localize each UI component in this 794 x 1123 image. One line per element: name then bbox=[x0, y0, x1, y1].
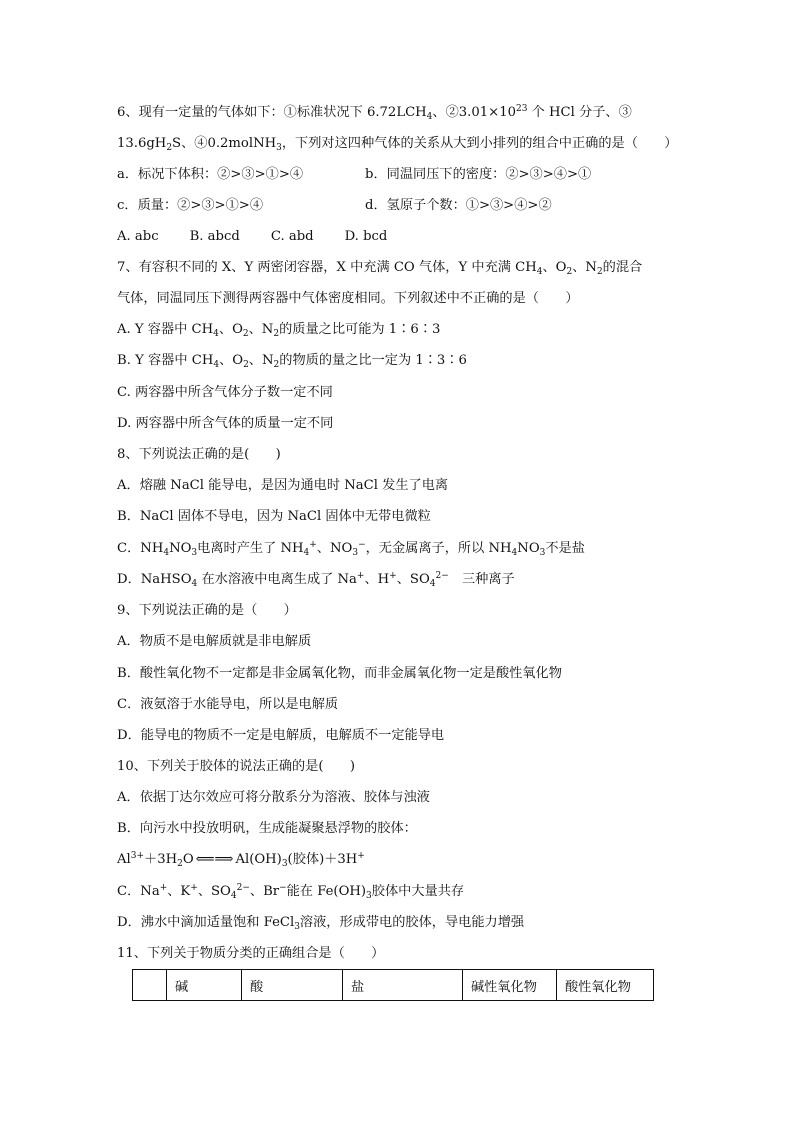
q6-choice-d: D. bcd bbox=[344, 229, 388, 244]
q8-option-d: D．NaHSO$_4$ 在水溶液中电离生成了 Na+、H+、$SO_4^{2-}$ 三种离子 bbox=[117, 571, 515, 589]
q6-choices bbox=[117, 228, 418, 246]
q10-option-a: A．依据丁达尔效应可将分散系分为溶液、胶体与浊液 bbox=[117, 790, 430, 805]
q9-option-b: B．酸性氧化物不一定都是非金属氧化物，而非金属氧化物一定是酸性氧化物 bbox=[117, 666, 562, 681]
q8-stem: 8、下列说法正确的是( ) bbox=[117, 447, 281, 462]
q6-option-c: c．质量：②>③>①>④ bbox=[117, 198, 264, 213]
q6-stem-line1: 6、现有一定量的气体如下：①标准状况下 $6.72LCH_4$、$②3.01\times 10^{23}$ 个 HCl 分子、③ bbox=[117, 104, 632, 122]
q10-option-b: B．向污水中投放明矾，生成能凝聚悬浮物的胶体： bbox=[117, 821, 417, 836]
q10-equation: $Al^{3+}+3H_2O$ ⟸⟹ $Al(OH)_3$(胶体)＋3H+ bbox=[117, 851, 365, 869]
table-header-cell: 酸性氧化物 bbox=[557, 970, 654, 1001]
table-header-cell: 碱性氧化物 bbox=[463, 970, 557, 1001]
q9-option-d: D．能导电的物质不一定是电解质，电解质不一定能导电 bbox=[117, 728, 445, 743]
q6-stem-line2: $13.6gH_2S$、④0.2molNH$_3$，下列对这四种气体的关系从大到小排列的组合中正确的是（ ） bbox=[117, 136, 678, 153]
q10-option-c: C．Na+、K+、$SO_4^{2-}$、Br−能在 $Fe(OH)_3$胶体中大量共存 bbox=[117, 883, 465, 901]
q9-stem: 9、下列说法正确的是（ ） bbox=[117, 603, 297, 618]
q11-stem: 11、下列关于物质分类的正确组合是（ ） bbox=[117, 946, 385, 961]
q7-stem-line1: 7、有容积不同的 X、Y 两密闭容器，X 中充满 CO 气体，Y 中充满 $CH_4$、$O_2$、$N_2$的混合 bbox=[117, 260, 643, 277]
q10-option-d: D．沸水中滴加适量饱和 FeCl$_3$溶液，形成带电的胶体，导电能力增强 bbox=[117, 915, 525, 932]
q6-option-b: b．同温同压下的密度：②>③>④>① bbox=[365, 167, 592, 182]
q9-option-a: A．物质不是电解质就是非电解质 bbox=[117, 634, 312, 649]
table-header-cell: 酸 bbox=[242, 970, 343, 1001]
q8-option-a: A．熔融 NaCl 能导电，是因为通电时 NaCl 发生了电离 bbox=[117, 478, 449, 493]
q8-option-b: B．NaCl 固体不导电，因为 NaCl 固体中无带电微粒 bbox=[117, 509, 431, 524]
classification-table bbox=[132, 969, 654, 1001]
q6-option-d: d．氢原子个数：①>③>④>② bbox=[365, 198, 552, 213]
table-header-cell: 盐 bbox=[343, 970, 463, 1001]
q7-option-d: D. 两容器中所含气体的质量一定不同 bbox=[117, 416, 334, 431]
q6-options-ab bbox=[117, 166, 592, 184]
q9-option-c: C．液氨溶于水能导电，所以是电解质 bbox=[117, 697, 339, 712]
table-header-cell: 碱 bbox=[167, 970, 242, 1001]
q7-option-a: A. Y 容器中 $CH_4$、$O_2$、$N_2$的质量之比可能为 1∶6∶3 bbox=[117, 322, 441, 339]
q6-choice-a: A. abc bbox=[117, 229, 159, 244]
table-header-cell bbox=[133, 970, 167, 1001]
q7-option-b: B. Y 容器中 $CH_4$、$O_2$、$N_2$的物质的量之比一定为 1∶3∶6 bbox=[117, 353, 467, 370]
q6-choice-b: B. abcd bbox=[189, 229, 240, 244]
q7-stem-line2: 气体，同温同压下测得两容器中气体密度相同。下列叙述中不正确的是（ ） bbox=[117, 291, 579, 306]
q8-option-c: C．$NH_4NO_3$电离时产生了 $NH_4^+$、$NO_3^-$，无金属离子，所以 $NH_4NO_3$不是盐 bbox=[117, 540, 585, 558]
equilibrium-arrow-icon: ⟸⟹ bbox=[195, 852, 234, 867]
q7-option-c: C. 两容器中所含气体分子数一定不同 bbox=[117, 385, 333, 400]
q6-choice-c: C. abd bbox=[270, 229, 314, 244]
table-header-row bbox=[133, 970, 654, 1001]
q6-option-a: a．标况下体积：②>③>①>④ bbox=[117, 167, 304, 182]
q10-stem: 10、下列关于胶体的说法正确的是( ) bbox=[117, 759, 356, 774]
q6-options-cd bbox=[117, 197, 552, 215]
